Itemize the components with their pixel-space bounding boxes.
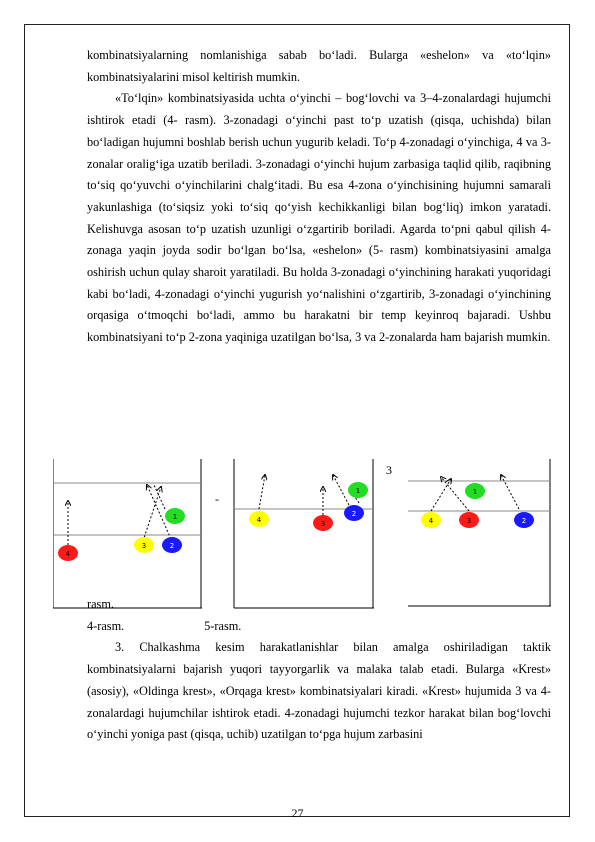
body-text-bottom	[87, 594, 551, 746]
figure-4-rasm	[53, 459, 202, 609]
svg-text:4: 4	[65, 550, 71, 558]
svg-text:2: 2	[351, 510, 357, 518]
svg-text:3: 3	[320, 520, 326, 528]
svg-text:1: 1	[472, 488, 478, 496]
body-text-top	[87, 45, 551, 349]
svg-text:1: 1	[172, 513, 178, 521]
player-3-marker	[134, 537, 154, 553]
player-2-marker	[344, 505, 364, 521]
svg-text:2: 2	[521, 517, 527, 525]
player-4-marker	[421, 512, 441, 528]
caption-figures: 4-rasm. 5-rasm.	[87, 618, 242, 633]
paragraph-2: «To‘lqin» kombinatsiyasida uchta o‘yinchi – bog‘lovchi va 3–4-zonalardagi hujumchi ishtirok etadi (4- rasm). 3-zonadagi o‘yinchi past to‘p uzatish (qisqa, uchishda) bilan bo‘ladigan hujumni boshlab berish uchun yugurib keladi. To‘p 4-zonadagi o‘yinchiga, 4 va 3-zonalar oralig‘iga uzatib beriladi. 3-zonadagi o‘yinchi hujum zarbasiga taqlid qilib, raqibning to‘siq qo‘yuvchi o‘yinchilarini chalg‘itadi. Bu esa 4-zona o‘yinchisining hujumni samarali yakunlashiga (to‘siqsiz yoki to‘siq qo‘yish kechikkanligi bilan bog‘liq) imkon yaratadi. Kelishuvga asosan to‘p uzatish uzunligi o‘zgartirib boriladi. Agarda to‘pni qabul qilish 4-zonaga yaqin joyda sodir bo‘lgan bo‘lsa, «eshelon» (5- rasm) kombinatsiyasini amalga oshirish uchun qulay sharoit yaratiladi. Bu holda 3-zonadagi o‘yinchining harakati yuqoridagi kabi bo‘ladi, 4-zonadagi o‘yinchi yugurish yo‘nalishini o‘zgartirib, 3-zonadagi o‘yinchining orqasiga o‘tmoqchi bo‘ladi, ammo bu harakatni bir temp keyinroq bajaradi. Ushbu kombinatsiyani to‘p 2-zona yaqiniga uzatilgan bo‘lsa, 3 va 2-zonalarda ham bajarish mumkin.	[87, 91, 551, 345]
paragraph-3: 3. Chalkashma kesim harakatlanishlar bilan amalga oshiriladigan taktik kombinatsiyalarni bajarish yuqori tayyorgarlik va malaka talab etadi. Bularga «Krest» (asosiy), «Oldinga krest», «Orqaga krest» kombinatsiyalari kiradi. «Krest» hujumida 3 va 4-zonalardagi hujumchilar ishtirok etadi. 4-zonadagi hujumchi tezkor harakat bilan bog‘lovchi o‘yinchi yoniga past (qisqa, uchib) uzatilgan to‘pga hujum zarbasini	[87, 640, 551, 742]
stray-three: 3	[386, 463, 392, 477]
caption-rasm: rasm.	[87, 597, 114, 611]
player-2-marker	[162, 537, 182, 553]
svg-text:2: 2	[169, 542, 175, 550]
svg-text:1: 1	[355, 487, 361, 495]
player-4-marker	[58, 545, 78, 561]
player-1-marker	[348, 482, 368, 498]
stray-dash: -	[215, 492, 219, 506]
page-number: 27	[291, 806, 304, 820]
player-1-marker	[165, 508, 185, 524]
svg-text:3: 3	[466, 517, 472, 525]
svg-text:3: 3	[141, 542, 147, 550]
svg-text:4: 4	[256, 516, 262, 524]
figure-5-rasm	[233, 459, 375, 609]
player-4-marker	[249, 511, 269, 527]
svg-text:4: 4	[428, 517, 434, 525]
paragraph-1: kombinatsiyalarning nomlanishiga sabab bo‘ladi. Bularga «eshelon» va «to‘lqin» kombinatsiyalarini misol keltirish mumkin.	[87, 48, 551, 84]
figure-crest	[407, 459, 553, 609]
player-3-marker	[459, 512, 479, 528]
player-3-marker	[313, 515, 333, 531]
player-2-marker	[514, 512, 534, 528]
player-1-marker	[465, 483, 485, 499]
